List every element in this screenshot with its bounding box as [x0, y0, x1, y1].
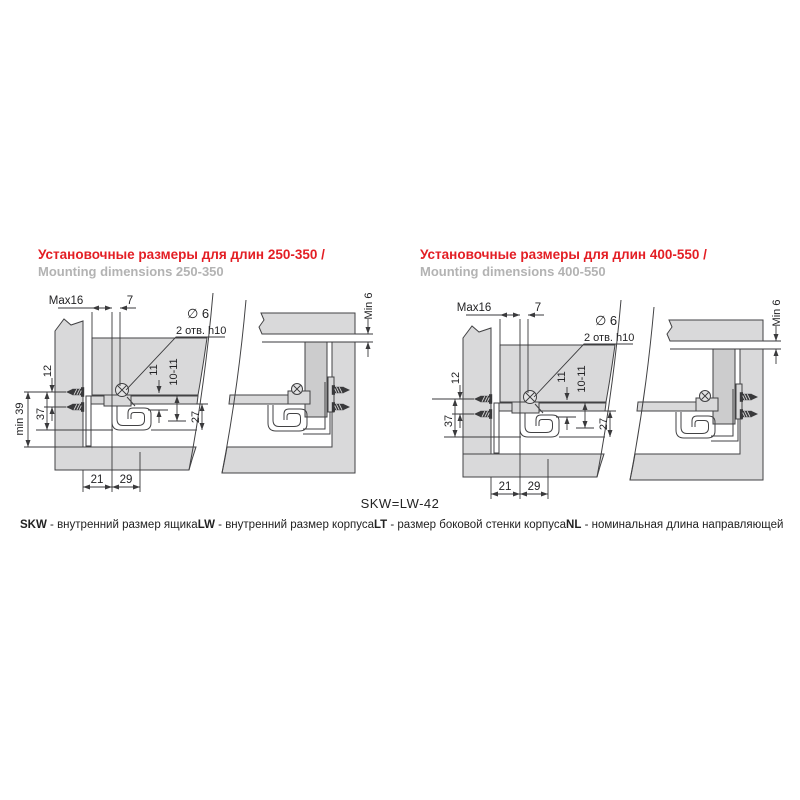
title-400-550: Установочные размеры для длин 400-550 /: [420, 247, 707, 262]
dim-max16: Max16: [456, 302, 492, 314]
dim-29: 29: [527, 481, 541, 493]
legend-key-nl: NL: [566, 519, 582, 531]
dim-37: 37: [35, 407, 47, 421]
dim-11: 11: [148, 364, 160, 376]
subtitle-250-350: Mounting dimensions 250-350: [38, 263, 224, 279]
legend-item-lw: [198, 519, 374, 531]
dim-2-holes-h10: 2 отв. h10: [584, 332, 635, 344]
dim-7: 7: [126, 295, 134, 307]
dim-diameter-6: ∅ 6: [595, 313, 618, 328]
legend-item-nl: [566, 519, 783, 531]
legend-desc-skw: - внутренний размер ящика: [50, 519, 198, 531]
dim-min6: Min 6: [363, 292, 375, 320]
dim-21: 21: [498, 481, 512, 493]
dim-27: 27: [190, 410, 202, 424]
legend-desc-lt: - размер боковой стенки корпуса: [390, 519, 567, 531]
legend-item-lt: [374, 519, 566, 531]
formula-skw: SKW=LW-42: [360, 496, 440, 511]
dim-29: 29: [119, 474, 133, 486]
dim-max16: Max16: [48, 295, 84, 307]
dim-diameter-6: ∅ 6: [187, 306, 210, 321]
drawing-250-350: [14, 293, 375, 492]
dim-12: 12: [42, 364, 54, 378]
legend-key-lw: LW: [197, 519, 215, 531]
dim-37: 37: [443, 414, 455, 428]
dim-21: 21: [90, 474, 104, 486]
dim-min39: min 39: [14, 402, 26, 436]
dim-10-11: 10-11: [576, 365, 588, 393]
dim-2-holes-h10: 2 отв. h10: [176, 325, 227, 337]
legend-key-skw: SKW: [20, 519, 47, 531]
subtitle-400-550: Mounting dimensions 400-550: [420, 263, 606, 279]
drawing-400-550: [432, 300, 783, 499]
legend: [20, 519, 784, 531]
legend-desc-lw: - внутренний размер корпуса: [218, 519, 374, 531]
dim-27: 27: [598, 417, 610, 431]
dim-11: 11: [556, 371, 568, 383]
legend-desc-nl: - номинальная длина направляющей: [584, 519, 784, 531]
dim-10-11: 10-11: [168, 358, 180, 386]
title-250-350: Установочные размеры для длин 250-350 /: [38, 247, 325, 262]
legend-item-skw: [20, 519, 198, 531]
legend-key-lt: LT: [373, 519, 388, 531]
dim-7: 7: [534, 302, 542, 314]
dim-min6: Min 6: [771, 299, 783, 327]
dim-12: 12: [450, 371, 462, 385]
